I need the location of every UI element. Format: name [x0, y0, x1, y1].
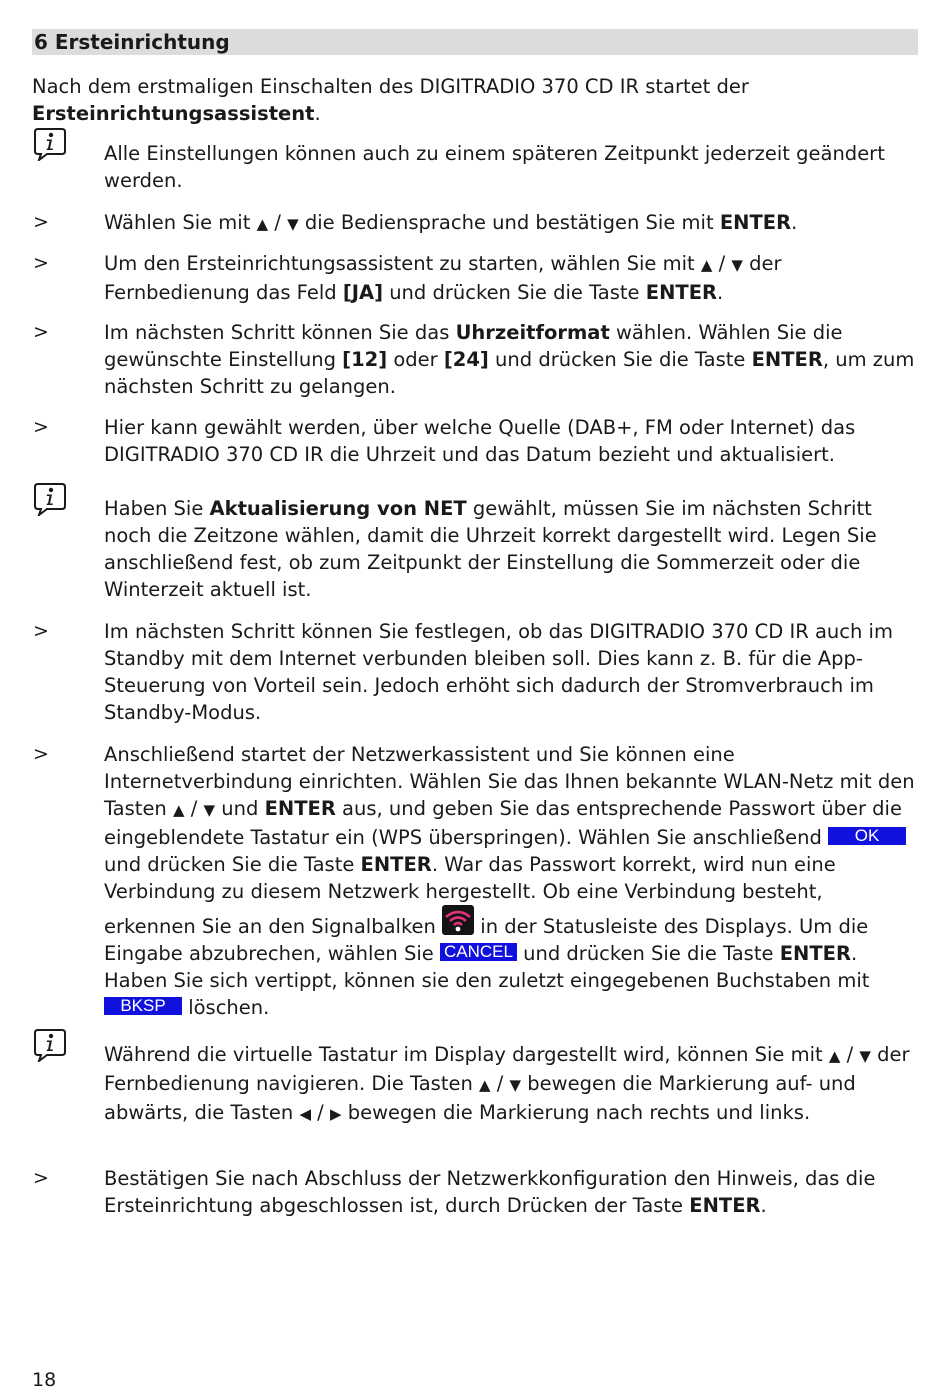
- step-marker: >: [33, 252, 49, 274]
- step-marker: >: [33, 620, 49, 642]
- section-title: 6 Ersteinrichtung: [32, 29, 918, 55]
- note-paragraph-1: Alle Einstellungen können auch zu einem späteren Zeitpunkt jederzeit geändert werden.: [104, 142, 885, 192]
- cancel-key-label: CANCEL: [440, 943, 517, 961]
- step-paragraph-7: Bestätigen Sie nach Abschluss der Netzwerkkonfiguration den Hinweis, das die Ersteinrichtung abgeschlossen ist, durch Drücken der Taste ENTER.: [104, 1167, 876, 1217]
- ok-key-label: OK: [828, 827, 906, 845]
- wifi-signal-icon: [442, 905, 474, 935]
- step-marker: >: [33, 416, 49, 438]
- step-marker: >: [33, 743, 49, 765]
- step-marker: >: [33, 321, 49, 343]
- step-marker: >: [33, 211, 49, 233]
- bksp-key-label: BKSP: [104, 997, 182, 1015]
- step-paragraph-6: Anschließend startet der Netzwerkassistent und Sie können eine Internetverbindung einrichten. Wählen Sie das Ihnen bekannte WLAN-Netz mit den Tasten ▲ / ▼ und ENTER aus, und geben Sie das entsprechende Passwort über die eingeblendete Tastatur ein (WPS überspringen). Wählen Sie anschließend OK und drücken Sie die Taste ENTER. War das Passwort korrekt, wird nun eine Verbindung zu diesem Netzwerk hergestellt. Ob eine Verbindung besteht, erkennen Sie an den Signalbalken in der Statusleiste des Displays. Um die Eingabe abzubrechen, wählen Sie CANCEL und drücken Sie die Taste ENTER. Haben Sie sich vertippt, können sie den zuletzt eingegebenen Buchstaben mit BKSP löschen.: [104, 743, 915, 1019]
- page-number: 18: [32, 1369, 57, 1391]
- step-paragraph-4: Hier kann gewählt werden, über welche Quelle (DAB+, FM oder Internet) das DIGITRADIO 370 CD IR die Uhrzeit und das Datum bezieht und aktualisiert.: [104, 416, 856, 466]
- info-icon: [33, 482, 67, 516]
- step-paragraph-3: Im nächsten Schritt können Sie das Uhrzeitformat wählen. Wählen Sie die gewünschte Einstellung [12] oder [24] und drücken Sie die Taste ENTER, um zum nächsten Schritt zu gelangen.: [104, 321, 915, 398]
- intro-paragraph: Nach dem erstmaligen Einschalten des DIGITRADIO 370 CD IR startet der Ersteinrichtungsassistent.: [32, 75, 749, 125]
- intro-bold-term: Ersteinrichtungsassistent: [32, 102, 315, 125]
- info-icon: [33, 1028, 67, 1062]
- step-marker: >: [33, 1167, 49, 1189]
- step-paragraph-1: Wählen Sie mit ▲ / ▼ die Bediensprache und bestätigen Sie mit ENTER.: [104, 211, 798, 234]
- step-paragraph-5: Im nächsten Schritt können Sie festlegen, ob das DIGITRADIO 370 CD IR auch im Standby mit dem Internet verbunden bleiben soll. Dies kann z. B. für die App-Steuerung von Vorteil sein. Jedoch erhöht sich dadurch der Stromverbrauch im Standby-Modus.: [104, 620, 893, 724]
- step-paragraph-2: Um den Ersteinrichtungsassistent zu starten, wählen Sie mit ▲ / ▼ der Fernbedienung das Feld [JA] und drücken Sie die Taste ENTER.: [104, 252, 782, 304]
- info-icon: [33, 127, 67, 161]
- note-paragraph-3: Während die virtuelle Tastatur im Display dargestellt wird, können Sie mit ▲ / ▼ der Fernbedienung navigieren. Die Tasten ▲ / ▼ bewegen die Markierung auf- und abwärts, die Tasten ◀ / ▶ bewegen die Markierung nach rechts und links.: [104, 1043, 910, 1124]
- note-paragraph-2: Haben Sie Aktualisierung von NET gewählt, müssen Sie im nächsten Schritt noch die Zeitzone wählen, damit die Uhrzeit korrekt dargestellt wird. Legen Sie anschließend fest, ob zum Zeitpunkt der Einstellung die Sommerzeit oder die Winterzeit aktuell ist.: [104, 497, 877, 601]
